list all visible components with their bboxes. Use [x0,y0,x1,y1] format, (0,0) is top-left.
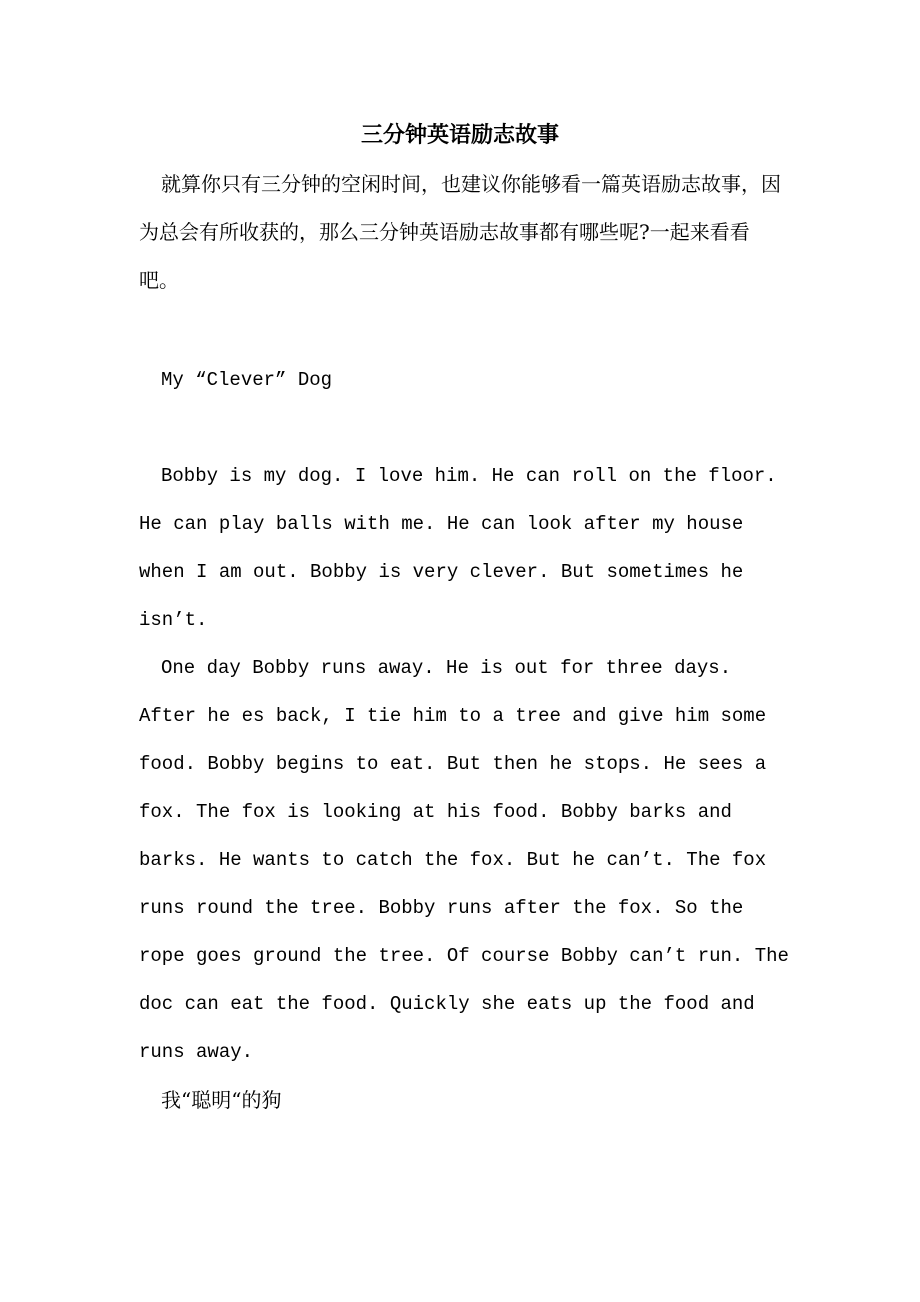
chinese-story-title: 我“聪明“的狗 [161,1088,282,1112]
intro-paragraph: 就算你只有三分钟的空闲时间，也建议你能够看一篇英语励志故事，因为总会有所收获的，那么三分钟英语励志故事都有哪些呢?一起来看看吧。 [139,172,781,292]
story-title: My “Clever” Dog [161,369,333,391]
document-title: 三分钟英语励志故事 [360,122,559,148]
story-paragraph-2: One day Bobby runs away. He is out for three days. After he es back, I tie him to a tree and give him some food. Bobby begins to eat. But then he stops. He sees a fox. The fox is looking at his food. Bobby barks and barks. He wants to catch the fox. But he can’t. The fox runs round the tree. Bobby runs after the fox. So the rope goes ground the tree. Of course Bobby can’t run. The doc can eat the food. Quickly she eats up the food and runs away. [139,657,789,1063]
story-paragraph-1: Bobby is my dog. I love him. He can roll on the floor. He can play balls with me. He can look after my house when I am out. Bobby is very clever. But sometimes he isn’t. [139,465,777,631]
